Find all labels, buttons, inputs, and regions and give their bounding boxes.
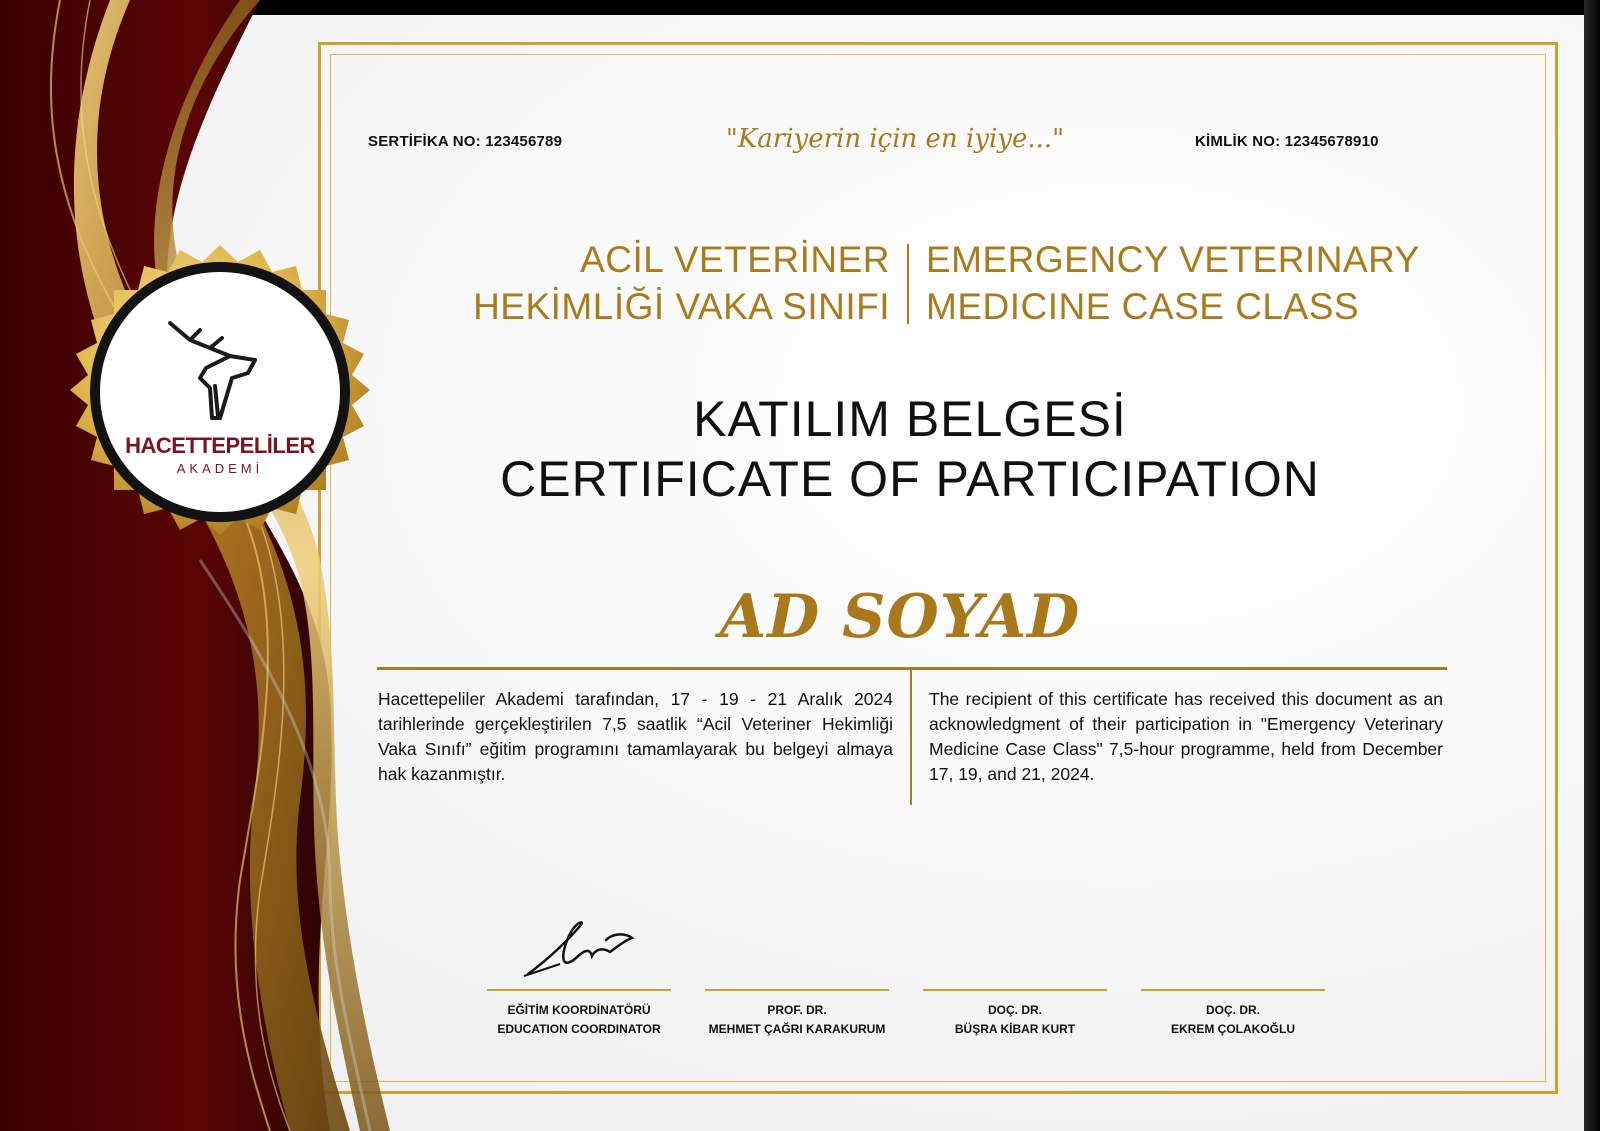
- signature-line-2: [705, 989, 889, 991]
- signature-line-3: [923, 989, 1107, 991]
- signature-line-4: [1141, 989, 1325, 991]
- course-title-tr-line2: HEKİMLİĞİ VAKA SINIFI: [473, 286, 890, 327]
- course-title-en: [926, 236, 1426, 330]
- logo-name: HACETTEPELİLER: [125, 433, 315, 458]
- body-text-en: The recipient of this certificate has received this document as an acknowledgment of their participation in "Emergency Veterinary Medicine Case Class" 7,5-hour programme, held from December 17, 19, and 21, 2024.: [929, 689, 1443, 784]
- signature-line-1: [487, 989, 671, 991]
- logo-subtitle: AKADEMİ: [176, 461, 264, 476]
- signatory-karakurum: [697, 1001, 897, 1039]
- certificate-title-en: CERTIFICATE OF PARTICIPATION: [500, 451, 1320, 507]
- signatory-title: DOÇ. DR.: [1206, 1003, 1260, 1017]
- signatory-title: DOÇ. DR.: [988, 1003, 1042, 1017]
- signatory-name: EDUCATION COORDINATOR: [497, 1022, 661, 1036]
- body-text-tr: Hacettepeliler Akademi tarafından, 17 - 19 - 21 Aralık 2024 tarihlerinde gerçekleştirilen 7,5 saatlik “Acil Veteriner Hekimliği Vaka Sınıfı” eğitim programını tamamlayarak bu belgeyi almaya hak kazanmıştır.: [378, 689, 893, 784]
- signatory-name: EKREM ÇOLAKOĞLU: [1171, 1022, 1295, 1036]
- certificate-number: SERTİFİKA NO: 123456789: [368, 133, 563, 150]
- signatory-coordinator: [479, 1001, 679, 1039]
- gold-wave-decoration: [0, 0, 420, 1131]
- course-title-tr-line1: ACİL VETERİNER: [580, 239, 890, 280]
- course-title-en-line2: MEDICINE CASE CLASS: [926, 286, 1360, 327]
- name-underline: [377, 667, 1447, 670]
- signatory-name: BÜŞRA KİBAR KURT: [954, 1022, 1076, 1036]
- signatory-title: EĞİTİM KOORDİNATÖRÜ: [507, 1003, 651, 1017]
- signatory-name: MEHMET ÇAĞRI KARAKURUM: [708, 1022, 886, 1036]
- course-title-tr: [400, 236, 890, 330]
- recipient-name: AD SOYAD: [719, 582, 1081, 652]
- signature: [520, 918, 640, 978]
- course-title-en-line1: EMERGENCY VETERINARY: [926, 239, 1420, 280]
- deer-head-icon: [160, 318, 270, 428]
- body-divider: [910, 670, 912, 805]
- signatory-colakoglu: [1133, 1001, 1333, 1039]
- right-border-strip: [1584, 0, 1600, 1131]
- motto: "Kariyerin için en iyiye...": [725, 124, 1065, 154]
- signatory-kibar-kurt: [915, 1001, 1115, 1039]
- course-title-divider: [907, 244, 909, 324]
- signatory-title: PROF. DR.: [767, 1003, 827, 1017]
- id-number: KİMLİK NO: 12345678910: [1195, 133, 1379, 150]
- certificate-title-tr: KATILIM BELGESİ: [693, 391, 1127, 447]
- gold-frame-inner: [330, 54, 1546, 1082]
